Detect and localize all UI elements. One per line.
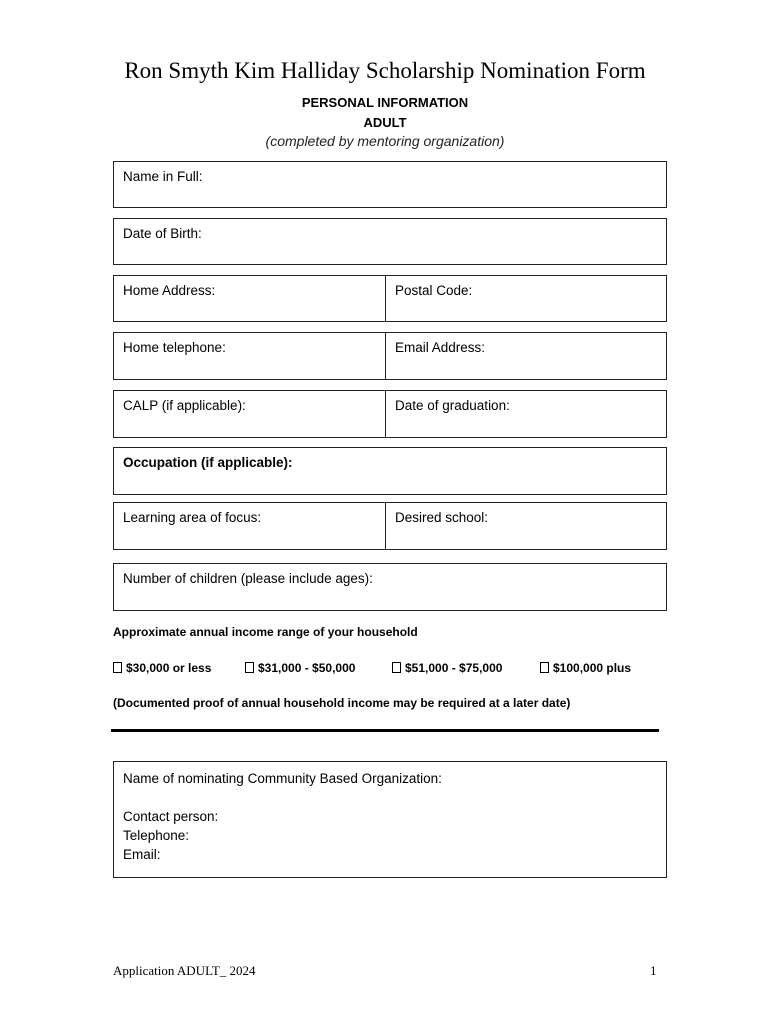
income-option-3[interactable] xyxy=(392,661,502,675)
learning-row xyxy=(113,502,667,550)
postal-code-field[interactable] xyxy=(386,276,666,321)
organization-email-label: Email: xyxy=(123,847,161,862)
home-address-field[interactable] xyxy=(114,276,386,321)
contact-person-label: Contact person: xyxy=(123,809,219,824)
education-row xyxy=(113,390,667,438)
learning-area-label: Learning area of focus: xyxy=(123,510,262,525)
section-divider xyxy=(111,729,659,732)
children-label: Number of children (please include ages): xyxy=(123,571,373,586)
occupation-field-box[interactable] xyxy=(113,447,667,495)
email-label: Email Address: xyxy=(395,340,486,355)
income-option-label: $100,000 plus xyxy=(553,661,632,675)
graduation-field[interactable] xyxy=(386,391,666,437)
children-field-box[interactable] xyxy=(113,563,667,611)
postal-code-label: Postal Code: xyxy=(395,283,473,298)
contact-row xyxy=(113,332,667,380)
calp-label: CALP (if applicable): xyxy=(123,398,246,413)
email-field[interactable] xyxy=(386,333,666,379)
spacer xyxy=(123,788,657,807)
name-label: Name in Full: xyxy=(123,169,203,184)
income-option-label: $31,000 - $50,000 xyxy=(258,661,356,675)
occupation-label: Occupation (if applicable): xyxy=(123,455,293,470)
organization-box[interactable] xyxy=(113,761,667,878)
learning-area-field[interactable] xyxy=(114,503,386,549)
page-number: 1 xyxy=(650,963,657,978)
checkbox-icon[interactable] xyxy=(392,662,401,673)
desired-school-label: Desired school: xyxy=(395,510,489,525)
checkbox-icon[interactable] xyxy=(245,662,254,673)
organization-telephone-label: Telephone: xyxy=(123,828,190,843)
home-telephone-field[interactable] xyxy=(114,333,386,379)
home-address-label: Home Address: xyxy=(123,283,216,298)
checkbox-icon[interactable] xyxy=(540,662,549,673)
form-title: Ron Smyth Kim Halliday Scholarship Nomination Form xyxy=(124,58,646,83)
graduation-label: Date of graduation: xyxy=(395,398,510,413)
desired-school-field[interactable] xyxy=(386,503,666,549)
dob-label: Date of Birth: xyxy=(123,226,202,241)
address-row xyxy=(113,275,667,322)
completion-note: (completed by mentoring organization) xyxy=(265,133,505,149)
category-heading: ADULT xyxy=(363,115,407,130)
income-option-4[interactable] xyxy=(540,661,631,675)
income-option-label: $51,000 - $75,000 xyxy=(405,661,503,675)
footer-application-label: Application ADULT_ 2024 xyxy=(113,963,256,978)
organization-name-label: Name of nominating Community Based Organization: xyxy=(123,771,442,786)
section-heading: PERSONAL INFORMATION xyxy=(301,95,469,110)
income-option-label: $30,000 or less xyxy=(126,661,212,675)
proof-note: (Documented proof of annual household income may be required at a later date) xyxy=(113,696,571,710)
checkbox-icon[interactable] xyxy=(113,662,122,673)
home-telephone-label: Home telephone: xyxy=(123,340,226,355)
income-option-2[interactable] xyxy=(245,661,355,675)
income-heading: Approximate annual income range of your household xyxy=(113,625,418,639)
income-option-1[interactable] xyxy=(113,661,211,675)
name-field-box[interactable] xyxy=(113,161,667,208)
calp-field[interactable] xyxy=(114,391,386,437)
dob-field-box[interactable] xyxy=(113,218,667,265)
